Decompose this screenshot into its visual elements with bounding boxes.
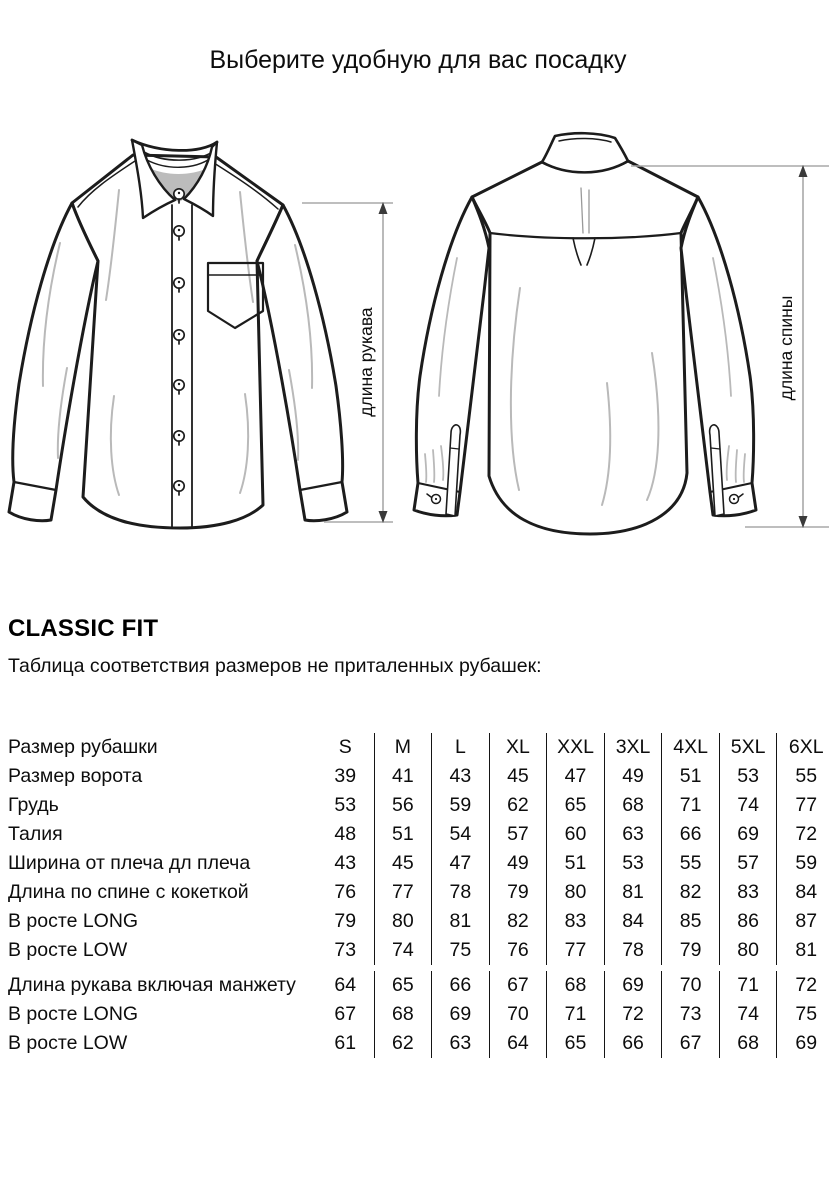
size-value: 45: [375, 849, 433, 878]
size-column-header: S: [317, 733, 375, 762]
size-value: 75: [795, 1003, 818, 1025]
size-value: 82: [490, 907, 548, 936]
size-value: 53: [605, 849, 663, 878]
size-value: 80: [375, 907, 433, 936]
size-value: 78: [432, 878, 490, 907]
size-value: 68: [375, 1000, 433, 1029]
size-value: 80: [547, 878, 605, 907]
size-value: 81: [605, 878, 663, 907]
sleeve-length-label: длина рукава: [356, 307, 376, 417]
size-value: 77: [795, 794, 818, 816]
size-value: 75: [432, 936, 490, 965]
size-value: 76: [490, 936, 548, 965]
size-value: 55: [662, 849, 720, 878]
table-row: [8, 936, 835, 965]
size-value: 68: [547, 971, 605, 1000]
size-value: 67: [490, 971, 548, 1000]
size-column-header: 6XL: [788, 736, 824, 758]
table-row: [8, 1000, 835, 1029]
size-value: 81: [795, 939, 818, 961]
shirt-front-figure: [2, 128, 397, 558]
size-value: 69: [432, 1000, 490, 1029]
table-row: [8, 878, 835, 907]
size-value: 64: [317, 971, 375, 1000]
size-value: 79: [490, 878, 548, 907]
size-value: 87: [795, 910, 818, 932]
size-value: 78: [605, 936, 663, 965]
size-value: 68: [605, 791, 663, 820]
size-value: 60: [547, 820, 605, 849]
size-value: 72: [795, 823, 818, 845]
page-title: Выберите удобную для вас посадку: [209, 46, 627, 74]
header-row-label: Размер рубашки: [8, 736, 158, 758]
size-value: 62: [490, 791, 548, 820]
size-value: 73: [662, 1000, 720, 1029]
table-header-row: [8, 733, 835, 762]
size-value: 73: [317, 936, 375, 965]
size-value: 67: [317, 1000, 375, 1029]
size-value: 66: [605, 1029, 663, 1058]
size-value: 72: [795, 974, 818, 996]
size-value: 71: [720, 971, 778, 1000]
size-column-header: 3XL: [605, 733, 663, 762]
size-value: 77: [375, 878, 433, 907]
size-value: 69: [605, 971, 663, 1000]
size-value: 74: [720, 1000, 778, 1029]
row-label: В росте LONG: [8, 1003, 139, 1025]
size-table: [8, 733, 835, 1058]
size-value: 70: [662, 971, 720, 1000]
size-value: 61: [317, 1029, 375, 1058]
size-value: 49: [605, 762, 663, 791]
size-value: 63: [432, 1029, 490, 1058]
size-value: 47: [547, 762, 605, 791]
row-label: Длина рукава включая манжету: [8, 974, 296, 996]
size-value: 69: [720, 820, 778, 849]
size-value: 83: [547, 907, 605, 936]
size-value: 47: [432, 849, 490, 878]
size-value: 51: [662, 762, 720, 791]
size-value: 65: [547, 791, 605, 820]
shirt-front-drawing: [9, 140, 347, 528]
row-label: Длина по спине с кокеткой: [8, 881, 249, 903]
table-row: [8, 762, 835, 791]
row-label: Талия: [8, 823, 63, 845]
size-column-header: M: [375, 733, 433, 762]
size-value: 51: [375, 820, 433, 849]
size-value: 65: [547, 1029, 605, 1058]
size-column-header: XL: [490, 733, 548, 762]
size-value: 81: [432, 907, 490, 936]
table-subtitle: Таблица соответствия размеров не приталенных рубашек:: [8, 655, 542, 677]
size-value: 48: [317, 820, 375, 849]
table-row: [8, 820, 835, 849]
size-column-header: XXL: [547, 733, 605, 762]
back-length-label: длина спины: [776, 295, 796, 401]
size-value: 66: [662, 820, 720, 849]
size-value: 72: [605, 1000, 663, 1029]
size-value: 64: [490, 1029, 548, 1058]
size-column-header: 5XL: [720, 733, 778, 762]
size-column-header: 4XL: [662, 733, 720, 762]
size-value: 59: [795, 852, 818, 874]
size-value: 63: [605, 820, 663, 849]
size-value: 71: [547, 1000, 605, 1029]
row-label: Грудь: [8, 794, 59, 816]
size-value: 62: [375, 1029, 433, 1058]
size-value: 66: [432, 971, 490, 1000]
size-value: 45: [490, 762, 548, 791]
size-value: 49: [490, 849, 548, 878]
size-value: 39: [317, 762, 375, 791]
size-value: 43: [432, 762, 490, 791]
size-value: 71: [662, 791, 720, 820]
size-value: 76: [317, 878, 375, 907]
table-row: [8, 971, 835, 1000]
size-value: 67: [662, 1029, 720, 1058]
arrow-up-icon: [799, 165, 808, 177]
row-label: В росте LONG: [8, 910, 139, 932]
size-value: 55: [795, 765, 818, 787]
size-value: 57: [720, 849, 778, 878]
size-value: 53: [720, 762, 778, 791]
size-value: 74: [375, 936, 433, 965]
row-label: В росте LOW: [8, 939, 128, 961]
size-value: 69: [795, 1032, 818, 1054]
size-value: 85: [662, 907, 720, 936]
size-value: 77: [547, 936, 605, 965]
size-value: 56: [375, 791, 433, 820]
size-value: 79: [662, 936, 720, 965]
size-value: 53: [317, 791, 375, 820]
row-label: В росте LOW: [8, 1032, 128, 1054]
shirt-back-drawing: [414, 133, 756, 534]
size-value: 82: [662, 878, 720, 907]
size-value: 79: [317, 907, 375, 936]
size-value: 74: [720, 791, 778, 820]
size-value: 84: [605, 907, 663, 936]
size-value: 86: [720, 907, 778, 936]
size-value: 59: [432, 791, 490, 820]
size-value: 83: [720, 878, 778, 907]
table-row: [8, 849, 835, 878]
row-label: Размер ворота: [8, 765, 143, 787]
size-value: 80: [720, 936, 778, 965]
table-row: [8, 791, 835, 820]
shirt-back-figure: [405, 128, 836, 558]
size-value: 84: [795, 881, 818, 903]
size-value: 57: [490, 820, 548, 849]
size-value: 54: [432, 820, 490, 849]
size-value: 51: [547, 849, 605, 878]
size-value: 41: [375, 762, 433, 791]
size-value: 43: [317, 849, 375, 878]
row-label: Ширина от плеча дл плеча: [8, 852, 251, 874]
table-row: [8, 907, 835, 936]
size-value: 68: [720, 1029, 778, 1058]
table-row: [8, 1029, 835, 1058]
fit-heading: CLASSIC FIT: [8, 615, 159, 642]
size-column-header: L: [432, 733, 490, 762]
size-value: 70: [490, 1000, 548, 1029]
arrow-up-icon: [379, 202, 388, 214]
size-value: 65: [375, 971, 433, 1000]
